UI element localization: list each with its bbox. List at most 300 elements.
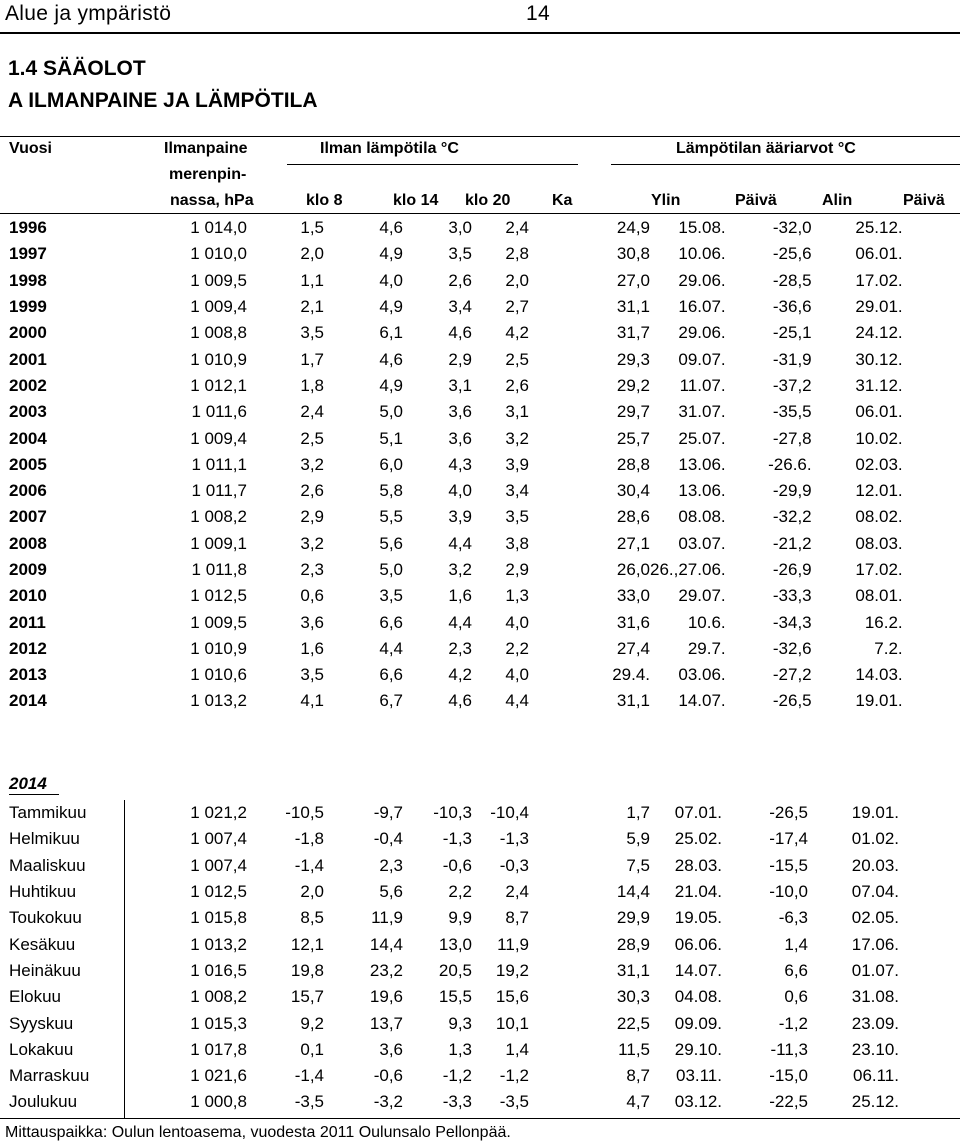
temp-klo14-cell: 4,9 xyxy=(379,297,403,317)
temp-klo8-cell: 3,2 xyxy=(300,454,324,474)
temp-klo8-cell: 1,8 xyxy=(300,375,324,395)
header-klo8: klo 8 xyxy=(306,192,343,209)
footnote: Mittauspaikka: Oulun lentoasema, vuodesta 2011 Oulunsalo Pellonpää. xyxy=(5,1124,511,1141)
temp-klo8-cell: 3,2 xyxy=(300,533,324,553)
temp-klo14-cell: 6,6 xyxy=(379,665,403,685)
min-temp-cell: -15,0 xyxy=(769,1066,808,1086)
min-temp-cell: -35,5 xyxy=(772,402,812,422)
min-date-cell: 25.12. xyxy=(851,1092,899,1112)
temp-klo20-cell: 3,5 xyxy=(448,244,472,264)
min-temp-cell: -26.6. xyxy=(768,454,812,474)
temp-klo8-cell: -1,8 xyxy=(294,829,324,849)
header-vuosi: Vuosi xyxy=(9,140,52,157)
temp-klo20-cell: 4,3 xyxy=(448,454,472,474)
header-temp-group: Ilman lämpötila °C xyxy=(320,140,459,157)
max-date-cell: 31.07. xyxy=(678,402,726,422)
temp-ka-cell: 19,2 xyxy=(495,960,529,980)
max-temp-cell: 28,9 xyxy=(616,934,650,954)
min-date-cell: 25.12. xyxy=(855,218,903,238)
temp-klo14-cell: -0,6 xyxy=(373,1066,403,1086)
min-temp-cell: -10,0 xyxy=(769,882,808,902)
temp-ka-cell: 3,9 xyxy=(505,454,529,474)
table-row xyxy=(0,688,903,714)
temp-klo8-cell: -1,4 xyxy=(294,1066,324,1086)
temp-klo14-cell: 2,3 xyxy=(379,855,403,875)
pressure-cell: 1 013,2 xyxy=(190,934,247,954)
temp-ka-cell: 8,7 xyxy=(505,908,529,928)
header-alin: Alin xyxy=(822,192,853,209)
temp-klo8-cell: 2,6 xyxy=(300,481,324,501)
header-ylin: Ylin xyxy=(651,192,681,209)
pressure-cell: 1 013,2 xyxy=(190,691,247,711)
min-temp-cell: -32,6 xyxy=(772,638,812,658)
max-date-cell: 15.08. xyxy=(678,218,726,238)
temp-klo8-cell: 2,3 xyxy=(300,560,324,579)
temp-klo14-cell: 4,6 xyxy=(379,349,403,369)
temp-klo8-cell: 2,0 xyxy=(300,882,324,902)
table-row xyxy=(0,958,899,984)
temp-klo8-cell: 9,2 xyxy=(300,1013,324,1033)
table-row xyxy=(0,931,899,957)
min-temp-cell: -27,2 xyxy=(772,665,812,685)
temp-klo8-cell: 1,1 xyxy=(300,270,324,290)
max-temp-cell: 29,9 xyxy=(616,908,650,928)
table-row xyxy=(0,294,903,320)
month-cell: Marraskuu xyxy=(9,1066,90,1086)
header-bottom-rule xyxy=(0,213,960,214)
temp-klo20-cell: 3,2 xyxy=(448,560,472,579)
max-temp-cell: 1,7 xyxy=(626,803,650,823)
table-row xyxy=(0,399,903,425)
temp-klo20-cell: 15,5 xyxy=(438,987,472,1007)
table-top-rule xyxy=(0,136,960,137)
month-cell: Huhtikuu xyxy=(9,882,77,902)
max-date-cell: 16.07. xyxy=(678,297,726,317)
year-cell: 2011 xyxy=(9,612,46,632)
year-cell: 2008 xyxy=(9,533,47,553)
max-temp-cell: 5,9 xyxy=(626,829,650,849)
temp-klo8-cell: 3,6 xyxy=(300,612,324,632)
year-cell: 2002 xyxy=(9,375,47,395)
min-date-cell: 30.12. xyxy=(855,349,903,369)
min-temp-cell: -26,5 xyxy=(769,803,808,823)
pressure-cell: 1 021,2 xyxy=(190,803,247,823)
temp-klo14-cell: 14,4 xyxy=(369,934,403,954)
pressure-cell: 1 011,1 xyxy=(191,454,247,474)
pressure-cell: 1 016,5 xyxy=(190,960,247,980)
running-header-title: Alue ja ympäristö xyxy=(5,2,172,25)
pressure-cell: 1 011,7 xyxy=(191,481,247,501)
temp-klo14-cell: 6,0 xyxy=(379,454,403,474)
pressure-cell: 1 012,1 xyxy=(190,375,247,395)
min-temp-cell: -25,1 xyxy=(772,323,812,343)
temp-ka-cell: 2,4 xyxy=(505,882,529,902)
pressure-cell: 1 017,8 xyxy=(190,1039,247,1059)
temp-klo20-cell: -3,3 xyxy=(442,1092,472,1112)
temp-klo8-cell: 2,9 xyxy=(300,507,324,527)
min-temp-cell: -26,9 xyxy=(772,560,812,579)
max-temp-cell: 24,9 xyxy=(616,218,650,238)
pressure-cell: 1 007,4 xyxy=(190,855,247,875)
table-row xyxy=(0,879,899,905)
temp-klo14-cell: 19,6 xyxy=(369,987,403,1007)
max-date-cell: 03.12. xyxy=(674,1092,722,1112)
temp-klo20-cell: 1,3 xyxy=(448,1039,472,1059)
temp-klo14-cell: 5,1 xyxy=(379,428,403,448)
table-row xyxy=(0,346,903,372)
max-temp-cell: 27,1 xyxy=(616,533,650,553)
temp-ka-cell: 2,6 xyxy=(505,375,529,395)
temp-ka-cell: 2,9 xyxy=(505,560,529,579)
min-temp-cell: -29,9 xyxy=(772,481,812,501)
max-date-cell: 09.07. xyxy=(678,349,726,369)
pressure-cell: 1 008,2 xyxy=(190,987,247,1007)
pressure-cell: 1 015,3 xyxy=(190,1013,247,1033)
temp-klo20-cell: 2,3 xyxy=(448,638,472,658)
temp-klo8-cell: 0,1 xyxy=(300,1039,324,1059)
header-paiva-2: Päivä xyxy=(903,192,945,209)
monthly-table xyxy=(0,800,899,1116)
pressure-cell: 1 012,5 xyxy=(190,586,247,606)
temp-klo8-cell: 1,7 xyxy=(300,349,324,369)
temp-klo14-cell: 3,5 xyxy=(379,586,403,606)
temp-ka-cell: 1,4 xyxy=(505,1039,529,1059)
min-date-cell: 14.03. xyxy=(855,665,903,685)
table-row xyxy=(0,800,899,826)
min-date-cell: 02.03. xyxy=(855,454,903,474)
max-date-cell: 21.04. xyxy=(674,882,722,902)
max-date-cell: 25.02. xyxy=(674,829,722,849)
min-date-cell: 06.01. xyxy=(855,244,903,264)
max-date-cell: 29.7. xyxy=(687,638,726,658)
year-cell: 2006 xyxy=(9,481,47,501)
year-cell: 2000 xyxy=(9,323,47,343)
max-date-cell: 08.08. xyxy=(678,507,726,527)
year-cell: 2010 xyxy=(9,586,47,606)
temp-ka-cell: 3,5 xyxy=(505,507,529,527)
pressure-cell: 1 010,0 xyxy=(190,244,247,264)
pressure-cell: 1 009,5 xyxy=(190,270,247,290)
year-cell: 1996 xyxy=(9,218,47,238)
temp-klo20-cell: 4,4 xyxy=(448,612,472,632)
year-cell: 2014 xyxy=(9,691,47,711)
temp-klo20-cell: 4,4 xyxy=(448,533,472,553)
temp-klo20-cell: 9,3 xyxy=(448,1013,472,1033)
temp-klo14-cell: 11,9 xyxy=(371,908,403,928)
max-date-cell: 10.6. xyxy=(687,612,726,632)
max-temp-cell: 7,5 xyxy=(626,855,650,875)
month-cell: Elokuu xyxy=(9,987,61,1007)
max-date-cell: 26.,27.06. xyxy=(650,560,726,579)
table-row xyxy=(0,504,903,530)
year-cell: 2009 xyxy=(9,560,47,579)
temp-ka-cell: 2,5 xyxy=(505,349,529,369)
table-row xyxy=(0,425,903,451)
temp-ka-cell: -10,4 xyxy=(490,803,529,823)
max-temp-cell: 30,3 xyxy=(616,987,650,1007)
max-temp-cell: 29,3 xyxy=(616,349,650,369)
pressure-cell: 1 000,8 xyxy=(190,1092,247,1112)
month-cell: Tammikuu xyxy=(9,803,87,823)
temp-klo20-cell: 3,9 xyxy=(448,507,472,527)
extreme-group-underline xyxy=(611,164,960,165)
table-row xyxy=(0,1010,899,1036)
temp-ka-cell: 4,2 xyxy=(505,323,529,343)
month-cell: Toukokuu xyxy=(9,908,82,928)
temp-klo14-cell: -3,2 xyxy=(373,1092,403,1112)
min-date-cell: 10.02. xyxy=(855,428,903,448)
page-number: 14 xyxy=(526,2,550,25)
temp-ka-cell: 2,4 xyxy=(505,218,529,238)
max-date-cell: 06.06. xyxy=(674,934,722,954)
min-date-cell: 19.01. xyxy=(851,803,899,823)
min-date-cell: 23.10. xyxy=(851,1039,899,1059)
temp-klo20-cell: 2,2 xyxy=(448,882,472,902)
min-temp-cell: -1,2 xyxy=(778,1013,808,1033)
pressure-cell: 1 008,8 xyxy=(190,323,247,343)
temp-klo14-cell: 4,6 xyxy=(379,218,403,238)
table-row xyxy=(0,905,899,931)
header-klo14: klo 14 xyxy=(393,192,439,209)
table-row xyxy=(0,1037,899,1063)
temp-ka-cell: 3,4 xyxy=(505,481,529,501)
temp-klo20-cell: 13,0 xyxy=(438,934,472,954)
max-temp-cell: 26,0 xyxy=(616,560,650,579)
temp-klo8-cell: -1,4 xyxy=(294,855,324,875)
min-temp-cell: -27,8 xyxy=(772,428,812,448)
year-cell: 1997 xyxy=(9,244,47,264)
year-cell: 2012 xyxy=(9,638,47,658)
min-date-cell: 24.12. xyxy=(855,323,903,343)
min-temp-cell: -17,4 xyxy=(769,829,808,849)
temp-klo20-cell: -1,3 xyxy=(442,829,472,849)
max-date-cell: 10.06. xyxy=(678,244,726,264)
table-row xyxy=(0,853,899,879)
pressure-cell: 1 010,9 xyxy=(190,349,247,369)
temp-ka-cell: 3,2 xyxy=(505,428,529,448)
temp-klo8-cell: 15,7 xyxy=(290,987,324,1007)
temp-ka-cell: 4,4 xyxy=(505,691,529,711)
min-temp-cell: -21,2 xyxy=(772,533,812,553)
min-temp-cell: -6,3 xyxy=(778,908,808,928)
min-date-cell: 02.05. xyxy=(851,908,899,928)
min-temp-cell: -33,3 xyxy=(772,586,812,606)
header-klo20: klo 20 xyxy=(465,192,511,209)
min-date-cell: 17.02. xyxy=(855,560,903,579)
min-date-cell: 12.01. xyxy=(855,481,903,501)
max-temp-cell: 28,6 xyxy=(616,507,650,527)
min-temp-cell: -32,0 xyxy=(772,218,812,238)
temp-klo8-cell: 8,5 xyxy=(300,908,324,928)
temp-ka-cell: 11,9 xyxy=(497,934,529,954)
temp-klo20-cell: 4,2 xyxy=(448,665,472,685)
table-row xyxy=(0,583,903,609)
min-date-cell: 23.09. xyxy=(851,1013,899,1033)
table-row xyxy=(0,531,903,557)
temp-klo14-cell: 6,6 xyxy=(379,612,403,632)
temp-klo8-cell: -10,5 xyxy=(285,803,324,823)
max-date-cell: 14.07. xyxy=(674,960,722,980)
max-date-cell: 28.03. xyxy=(674,855,722,875)
pressure-cell: 1 009,4 xyxy=(190,428,247,448)
table-row xyxy=(0,557,903,583)
year-cell: 2003 xyxy=(9,402,47,422)
max-temp-cell: 8,7 xyxy=(626,1066,650,1086)
temp-klo14-cell: 13,7 xyxy=(369,1013,403,1033)
temp-klo8-cell: 2,4 xyxy=(300,402,324,422)
year-cell: 2005 xyxy=(9,454,47,474)
header-pressure-2: merenpin- xyxy=(169,166,247,183)
temp-klo20-cell: 1,6 xyxy=(448,586,472,606)
temp-klo20-cell: 3,4 xyxy=(448,297,472,317)
month-cell: Syyskuu xyxy=(9,1013,74,1033)
max-date-cell: 03.06. xyxy=(678,665,726,685)
temp-klo14-cell: 5,0 xyxy=(379,402,403,422)
temp-ka-cell: 2,8 xyxy=(505,244,529,264)
year-cell: 1999 xyxy=(9,297,47,317)
temp-klo14-cell: 5,8 xyxy=(379,481,403,501)
pressure-cell: 1 010,6 xyxy=(190,665,247,685)
header-ka: Ka xyxy=(552,192,573,209)
temp-klo8-cell: 2,0 xyxy=(300,244,324,264)
min-temp-cell: -25,6 xyxy=(772,244,812,264)
temp-klo14-cell: 6,7 xyxy=(379,691,403,711)
min-temp-cell: -22,5 xyxy=(769,1092,808,1112)
max-date-cell: 19.05. xyxy=(674,908,722,928)
temp-klo20-cell: 2,6 xyxy=(448,270,472,290)
max-temp-cell: 25,7 xyxy=(616,428,650,448)
min-date-cell: 31.12. xyxy=(855,375,903,395)
min-date-cell: 31.08. xyxy=(851,987,899,1007)
min-date-cell: 08.02. xyxy=(855,507,903,527)
min-temp-cell: -34,3 xyxy=(772,612,812,632)
max-date-cell: 04.08. xyxy=(674,987,722,1007)
temp-klo20-cell: 3,6 xyxy=(448,402,472,422)
min-temp-cell: 0,6 xyxy=(784,987,808,1007)
table-row xyxy=(0,636,903,662)
table-row xyxy=(0,478,903,504)
temp-klo14-cell: 5,0 xyxy=(379,560,403,579)
max-date-cell: 03.07. xyxy=(678,533,726,553)
min-temp-cell: -37,2 xyxy=(772,375,812,395)
max-temp-cell: 29,7 xyxy=(616,402,650,422)
min-date-cell: 01.02. xyxy=(851,829,899,849)
min-date-cell: 19.01. xyxy=(855,691,903,711)
min-temp-cell: -11,3 xyxy=(770,1039,808,1059)
month-cell: Joulukuu xyxy=(9,1092,78,1112)
temp-ka-cell: 2,7 xyxy=(505,297,529,317)
temp-ka-cell: 3,8 xyxy=(505,533,529,553)
temp-klo14-cell: 5,6 xyxy=(379,533,403,553)
temp-klo20-cell: 3,6 xyxy=(448,428,472,448)
table-row xyxy=(0,452,903,478)
pressure-cell: 1 011,6 xyxy=(191,402,247,422)
temp-klo14-cell: 4,9 xyxy=(379,375,403,395)
table-row xyxy=(0,268,903,294)
year-cell: 2007 xyxy=(9,507,47,527)
header-rule xyxy=(0,32,960,34)
temp-klo8-cell: 1,5 xyxy=(300,218,324,238)
temp-ka-cell: 2,2 xyxy=(505,638,529,658)
min-temp-cell: -36,6 xyxy=(772,297,812,317)
max-date-cell: 29.10. xyxy=(674,1039,722,1059)
header-pressure-1: Ilmanpaine xyxy=(164,140,248,157)
min-temp-cell: -32,2 xyxy=(772,507,812,527)
header-pressure-3: nassa, hPa xyxy=(170,192,254,209)
pressure-cell: 1 015,8 xyxy=(190,908,247,928)
min-date-cell: 07.04. xyxy=(851,882,899,902)
max-date-cell: 25.07. xyxy=(678,428,726,448)
max-temp-cell: 11,5 xyxy=(618,1039,650,1059)
min-date-cell: 20.03. xyxy=(851,855,899,875)
max-temp-cell: 28,8 xyxy=(616,454,650,474)
pressure-cell: 1 009,5 xyxy=(190,612,247,632)
max-date-cell: 13.06. xyxy=(678,454,726,474)
temp-klo20-cell: 4,0 xyxy=(448,481,472,501)
temp-klo20-cell: 4,6 xyxy=(448,323,472,343)
max-temp-cell: 27,0 xyxy=(616,270,650,290)
min-date-cell: 17.06. xyxy=(851,934,899,954)
temp-group-underline xyxy=(287,164,578,165)
temp-klo20-cell: -10,3 xyxy=(433,803,472,823)
section-subtitle: A ILMANPAINE JA LÄMPÖTILA xyxy=(8,89,318,112)
min-date-cell: 06.11. xyxy=(852,1066,899,1086)
header-extreme-group: Lämpötilan ääriarvot °C xyxy=(676,140,856,157)
temp-klo20-cell: 3,1 xyxy=(448,375,472,395)
table-row xyxy=(0,662,903,688)
min-temp-cell: -31,9 xyxy=(772,349,812,369)
month-cell: Heinäkuu xyxy=(9,960,81,980)
temp-klo8-cell: 3,5 xyxy=(300,665,324,685)
temp-ka-cell: 2,0 xyxy=(505,270,529,290)
year-cell: 1998 xyxy=(9,270,47,290)
temp-klo14-cell: 3,6 xyxy=(379,1039,403,1059)
temp-klo8-cell: 2,1 xyxy=(300,297,324,317)
max-temp-cell: 22,5 xyxy=(616,1013,650,1033)
temp-ka-cell: -1,2 xyxy=(499,1066,529,1086)
min-temp-cell: -15,5 xyxy=(769,855,808,875)
max-date-cell: 14.07. xyxy=(678,691,726,711)
year-cell: 2013 xyxy=(9,665,47,685)
temp-klo8-cell: 2,5 xyxy=(300,428,324,448)
temp-ka-cell: 4,0 xyxy=(505,665,529,685)
pressure-cell: 1 009,4 xyxy=(190,297,247,317)
temp-klo8-cell: 0,6 xyxy=(300,586,324,606)
monthly-heading: 2014 xyxy=(9,774,47,793)
max-temp-cell: 30,4 xyxy=(616,481,650,501)
pressure-cell: 1 021,6 xyxy=(190,1066,247,1086)
temp-ka-cell: 3,1 xyxy=(505,402,529,422)
table-row xyxy=(0,1063,899,1089)
temp-klo14-cell: 4,0 xyxy=(379,270,403,290)
table-row xyxy=(0,609,903,635)
min-date-cell: 17.02. xyxy=(855,270,903,290)
pressure-cell: 1 014,0 xyxy=(190,218,247,238)
pressure-cell: 1 010,9 xyxy=(190,638,247,658)
temp-klo14-cell: 4,9 xyxy=(379,244,403,264)
max-date-cell: 29.06. xyxy=(678,270,726,290)
min-date-cell: 08.03. xyxy=(855,533,903,553)
table-row xyxy=(0,320,903,346)
table-row xyxy=(0,215,903,241)
max-date-cell: 03.11. xyxy=(675,1066,722,1086)
temp-klo8-cell: 4,1 xyxy=(300,691,324,711)
max-date-cell: 09.09. xyxy=(674,1013,722,1033)
table-row xyxy=(0,373,903,399)
min-date-cell: 29.01. xyxy=(855,297,903,317)
table-row xyxy=(0,241,903,267)
temp-klo14-cell: 23,2 xyxy=(369,960,403,980)
